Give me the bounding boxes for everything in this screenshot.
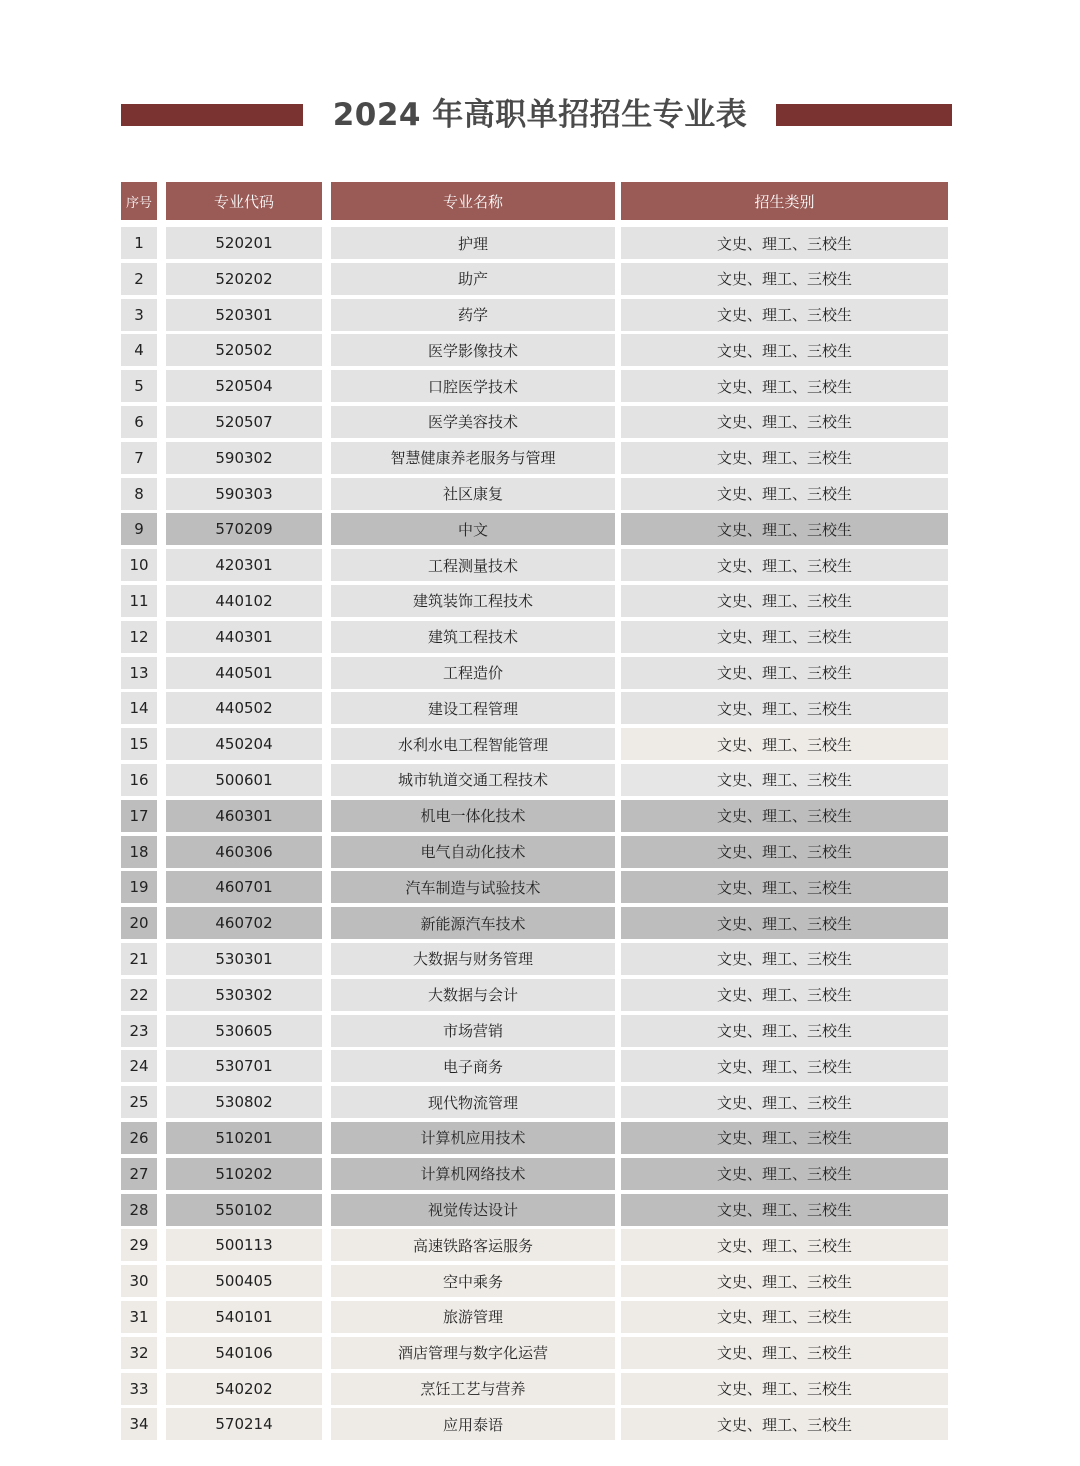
table-row: [121, 478, 948, 510]
cell-category: 文史、理工、三校生: [621, 1337, 948, 1369]
cell-seq: 12: [121, 621, 157, 653]
cell-name: 电气自动化技术: [331, 836, 615, 868]
cell-name: 空中乘务: [331, 1265, 615, 1297]
cell-category: 文史、理工、三校生: [621, 513, 948, 545]
cell-category: 文史、理工、三校生: [621, 1265, 948, 1297]
table-row: [121, 1373, 948, 1405]
cell-code: 460306: [166, 836, 322, 868]
cell-code: 520504: [166, 370, 322, 402]
cell-code: 520202: [166, 263, 322, 295]
cell-code: 440102: [166, 585, 322, 617]
cell-seq: 29: [121, 1229, 157, 1261]
cell-code: 500601: [166, 764, 322, 796]
cell-code: 450204: [166, 728, 322, 760]
cell-seq: 13: [121, 657, 157, 689]
title-area: [0, 92, 1080, 138]
table-row: [121, 1194, 948, 1226]
cell-seq: 14: [121, 692, 157, 724]
cell-seq: 26: [121, 1122, 157, 1154]
cell-code: 530302: [166, 979, 322, 1011]
cell-category: 文史、理工、三校生: [621, 1194, 948, 1226]
cell-name: 工程造价: [331, 657, 615, 689]
cell-category: 文史、理工、三校生: [621, 764, 948, 796]
cell-seq: 23: [121, 1015, 157, 1047]
cell-category: 文史、理工、三校生: [621, 585, 948, 617]
table-row: [121, 1337, 948, 1369]
table-row: [121, 263, 948, 295]
cell-seq: 15: [121, 728, 157, 760]
cell-name: 机电一体化技术: [331, 800, 615, 832]
cell-seq: 31: [121, 1301, 157, 1333]
table-row: [121, 1265, 948, 1297]
cell-code: 530701: [166, 1050, 322, 1082]
cell-seq: 6: [121, 406, 157, 438]
cell-code: 530301: [166, 943, 322, 975]
cell-seq: 18: [121, 836, 157, 868]
table-row: [121, 585, 948, 617]
table-row: [121, 1301, 948, 1333]
cell-seq: 21: [121, 943, 157, 975]
cell-category: 文史、理工、三校生: [621, 728, 948, 760]
cell-seq: 7: [121, 442, 157, 474]
table-row: [121, 370, 948, 402]
cell-name: 药学: [331, 299, 615, 331]
cell-category: 文史、理工、三校生: [621, 1301, 948, 1333]
cell-code: 540106: [166, 1337, 322, 1369]
cell-category: 文史、理工、三校生: [621, 442, 948, 474]
table-row: [121, 442, 948, 474]
cell-category: 文史、理工、三校生: [621, 836, 948, 868]
cell-name: 助产: [331, 263, 615, 295]
cell-name: 中文: [331, 513, 615, 545]
cell-code: 500113: [166, 1229, 322, 1261]
cell-category: 文史、理工、三校生: [621, 907, 948, 939]
cell-name: 工程测量技术: [331, 549, 615, 581]
cell-code: 590302: [166, 442, 322, 474]
cell-name: 口腔医学技术: [331, 370, 615, 402]
table-header-row: [121, 182, 948, 220]
table-row: [121, 1122, 948, 1154]
cell-name: 社区康复: [331, 478, 615, 510]
table-row: [121, 836, 948, 868]
cell-name: 市场营销: [331, 1015, 615, 1047]
cell-seq: 17: [121, 800, 157, 832]
cell-seq: 27: [121, 1158, 157, 1190]
cell-code: 570209: [166, 513, 322, 545]
cell-name: 旅游管理: [331, 1301, 615, 1333]
cell-category: 文史、理工、三校生: [621, 692, 948, 724]
cell-seq: 2: [121, 263, 157, 295]
cell-category: 文史、理工、三校生: [621, 549, 948, 581]
header-category: 招生类别: [621, 182, 948, 220]
cell-name: 计算机应用技术: [331, 1122, 615, 1154]
cell-category: 文史、理工、三校生: [621, 1086, 948, 1118]
cell-seq: 33: [121, 1373, 157, 1405]
cell-name: 建设工程管理: [331, 692, 615, 724]
table-row: [121, 907, 948, 939]
cell-seq: 9: [121, 513, 157, 545]
table-row: [121, 227, 948, 259]
cell-category: 文史、理工、三校生: [621, 1015, 948, 1047]
table-row: [121, 800, 948, 832]
page-title: 2024 年高职单招招生专业表: [332, 97, 748, 133]
cell-category: 文史、理工、三校生: [621, 227, 948, 259]
title-decor-bar-left: [121, 104, 303, 126]
table-row: [121, 513, 948, 545]
cell-code: 520502: [166, 334, 322, 366]
table-row: [121, 692, 948, 724]
cell-seq: 25: [121, 1086, 157, 1118]
header-name: 专业名称: [331, 182, 615, 220]
table-row: [121, 943, 948, 975]
cell-seq: 4: [121, 334, 157, 366]
cell-name: 酒店管理与数字化运营: [331, 1337, 615, 1369]
cell-name: 高速铁路客运服务: [331, 1229, 615, 1261]
table-row: [121, 1158, 948, 1190]
cell-seq: 16: [121, 764, 157, 796]
cell-name: 电子商务: [331, 1050, 615, 1082]
header-code: 专业代码: [166, 182, 322, 220]
table-row: [121, 621, 948, 653]
cell-code: 440301: [166, 621, 322, 653]
cell-name: 现代物流管理: [331, 1086, 615, 1118]
cell-seq: 5: [121, 370, 157, 402]
cell-code: 510202: [166, 1158, 322, 1190]
cell-category: 文史、理工、三校生: [621, 1158, 948, 1190]
table-row: [121, 1015, 948, 1047]
cell-code: 420301: [166, 549, 322, 581]
title-decor-bar-right: [776, 104, 952, 126]
cell-seq: 34: [121, 1408, 157, 1440]
cell-category: 文史、理工、三校生: [621, 1122, 948, 1154]
cell-category: 文史、理工、三校生: [621, 1229, 948, 1261]
cell-code: 500405: [166, 1265, 322, 1297]
cell-code: 590303: [166, 478, 322, 510]
cell-category: 文史、理工、三校生: [621, 943, 948, 975]
cell-category: 文史、理工、三校生: [621, 334, 948, 366]
cell-seq: 8: [121, 478, 157, 510]
cell-name: 医学美容技术: [331, 406, 615, 438]
table-row: [121, 1086, 948, 1118]
cell-code: 540101: [166, 1301, 322, 1333]
cell-code: 460702: [166, 907, 322, 939]
cell-code: 440502: [166, 692, 322, 724]
cell-name: 智慧健康养老服务与管理: [331, 442, 615, 474]
cell-seq: 28: [121, 1194, 157, 1226]
cell-code: 510201: [166, 1122, 322, 1154]
cell-code: 520507: [166, 406, 322, 438]
cell-code: 460301: [166, 800, 322, 832]
header-seq: 序号: [121, 182, 157, 220]
cell-name: 新能源汽车技术: [331, 907, 615, 939]
cell-category: 文史、理工、三校生: [621, 1408, 948, 1440]
cell-seq: 22: [121, 979, 157, 1011]
table-row: [121, 871, 948, 903]
table-row: [121, 979, 948, 1011]
cell-name: 烹饪工艺与营养: [331, 1373, 615, 1405]
cell-category: 文史、理工、三校生: [621, 299, 948, 331]
table-row: [121, 728, 948, 760]
cell-code: 550102: [166, 1194, 322, 1226]
cell-code: 540202: [166, 1373, 322, 1405]
cell-category: 文史、理工、三校生: [621, 1050, 948, 1082]
cell-seq: 24: [121, 1050, 157, 1082]
cell-seq: 10: [121, 549, 157, 581]
cell-category: 文史、理工、三校生: [621, 979, 948, 1011]
cell-name: 建筑工程技术: [331, 621, 615, 653]
table-row: [121, 1229, 948, 1261]
cell-code: 520301: [166, 299, 322, 331]
cell-code: 530802: [166, 1086, 322, 1118]
cell-category: 文史、理工、三校生: [621, 621, 948, 653]
cell-seq: 20: [121, 907, 157, 939]
cell-category: 文史、理工、三校生: [621, 478, 948, 510]
cell-name: 大数据与财务管理: [331, 943, 615, 975]
table-row: [121, 1050, 948, 1082]
table-row: [121, 406, 948, 438]
cell-name: 视觉传达设计: [331, 1194, 615, 1226]
cell-category: 文史、理工、三校生: [621, 871, 948, 903]
cell-name: 应用泰语: [331, 1408, 615, 1440]
cell-category: 文史、理工、三校生: [621, 800, 948, 832]
cell-category: 文史、理工、三校生: [621, 657, 948, 689]
cell-name: 汽车制造与试验技术: [331, 871, 615, 903]
cell-seq: 32: [121, 1337, 157, 1369]
cell-code: 520201: [166, 227, 322, 259]
table-row: [121, 549, 948, 581]
cell-code: 530605: [166, 1015, 322, 1047]
cell-category: 文史、理工、三校生: [621, 263, 948, 295]
cell-category: 文史、理工、三校生: [621, 406, 948, 438]
table-row: [121, 334, 948, 366]
table-row: [121, 1408, 948, 1440]
cell-seq: 1: [121, 227, 157, 259]
cell-category: 文史、理工、三校生: [621, 1373, 948, 1405]
major-table: [121, 182, 948, 1444]
cell-name: 城市轨道交通工程技术: [331, 764, 615, 796]
cell-name: 建筑装饰工程技术: [331, 585, 615, 617]
table-row: [121, 299, 948, 331]
cell-code: 570214: [166, 1408, 322, 1440]
cell-name: 水利水电工程智能管理: [331, 728, 615, 760]
cell-code: 440501: [166, 657, 322, 689]
table-row: [121, 764, 948, 796]
cell-name: 医学影像技术: [331, 334, 615, 366]
cell-name: 大数据与会计: [331, 979, 615, 1011]
table-row: [121, 657, 948, 689]
cell-seq: 19: [121, 871, 157, 903]
cell-category: 文史、理工、三校生: [621, 370, 948, 402]
cell-name: 护理: [331, 227, 615, 259]
cell-seq: 30: [121, 1265, 157, 1297]
cell-name: 计算机网络技术: [331, 1158, 615, 1190]
cell-code: 460701: [166, 871, 322, 903]
cell-seq: 3: [121, 299, 157, 331]
cell-seq: 11: [121, 585, 157, 617]
